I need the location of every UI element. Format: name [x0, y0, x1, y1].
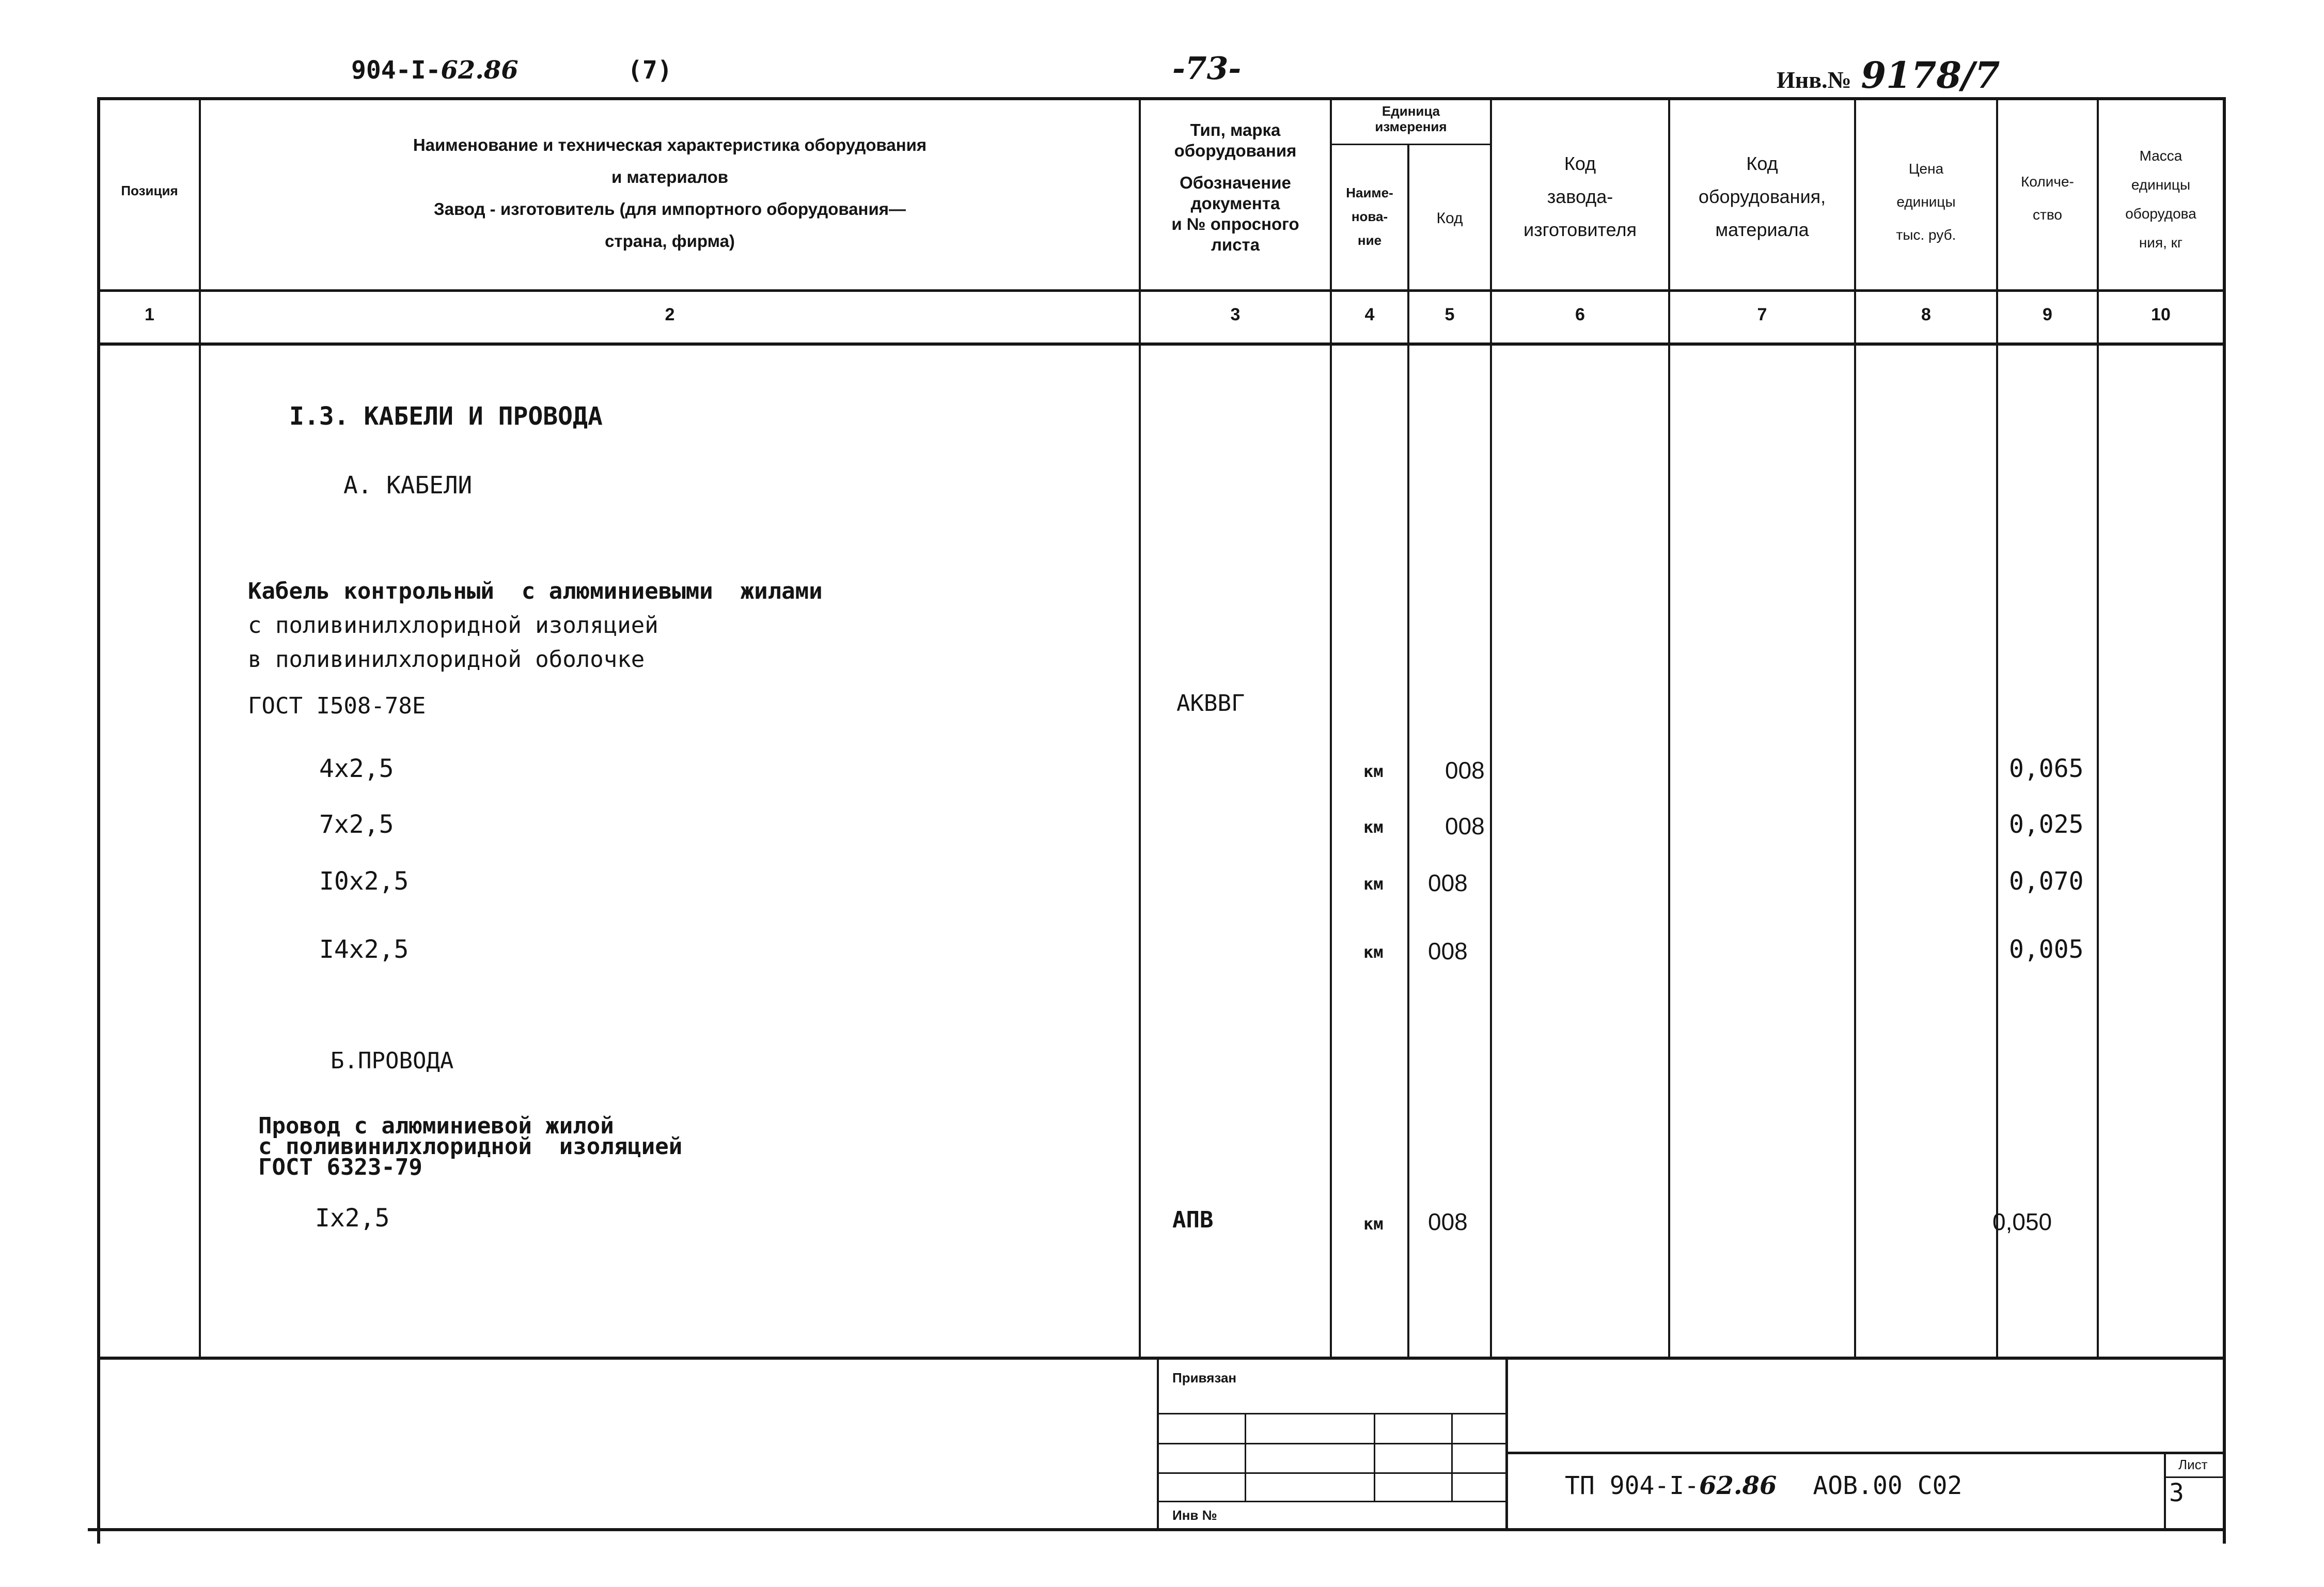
column-number-6: 6 — [1575, 305, 1585, 324]
col-sep-5 — [1490, 97, 1492, 1358]
footer-sheet-number: 3 — [2169, 1479, 2184, 1507]
footer-row-4 — [1159, 1501, 1505, 1502]
header-position: Позиция — [121, 183, 178, 198]
wire-code: 008 — [1428, 1208, 1468, 1235]
col-sep-7 — [1854, 97, 1856, 1358]
cable-size-2: 7х2,5 — [319, 810, 394, 839]
document-code-prefix: 904-I- — [351, 56, 441, 85]
header-name-line-4: страна, фирма) — [605, 231, 735, 251]
col-sep-6 — [1668, 97, 1670, 1358]
footer-tp-suffix: АОВ.00 С02 — [1813, 1471, 1962, 1500]
header-bottom-rule — [97, 289, 2226, 292]
header-type-line-3: Обозначение — [1180, 173, 1291, 192]
column-number-7: 7 — [1757, 305, 1767, 324]
cable-desc-line-1: Кабель контрольный с алюминиевыми жилами — [248, 578, 823, 604]
col-sep-4 — [1407, 144, 1409, 1358]
header-factory-code-line-2: завода- — [1547, 186, 1613, 207]
header-name-line-1: Наименование и техническая характеристика оборудования — [413, 135, 927, 154]
header-mass — [2099, 142, 2223, 257]
header-unit-name-line-2: нова- — [1351, 209, 1388, 224]
footer-inner-col-1 — [1245, 1413, 1246, 1501]
header-price — [1856, 152, 1996, 252]
header-name-line-2: и материалов — [611, 167, 729, 186]
footer-row-1 — [1159, 1413, 1505, 1414]
cable-size-1: 4х2,5 — [319, 754, 394, 783]
header-type-column — [1141, 120, 1330, 255]
header-type-line-4: документа — [1190, 194, 1280, 213]
footer-sheet-rule — [2164, 1476, 2226, 1478]
header-mass-line-3: оборудова — [2125, 206, 2196, 222]
inventory-label: Инв.№ — [1777, 67, 1851, 93]
header-type-line-1: Тип, марка — [1190, 120, 1281, 139]
footer-sheet-label: Лист — [2178, 1457, 2208, 1472]
header-name-line-3: Завод - изготовитель (для импортного оборудования— — [433, 199, 906, 219]
document-code — [351, 56, 519, 85]
cable-unit-2: км — [1363, 817, 1384, 837]
col-sep-8 — [1996, 97, 1998, 1358]
wire-desc-line-2: с поливинилхлоридной изоляцией — [258, 1133, 683, 1160]
header-type-line-6: листа — [1211, 235, 1260, 254]
cable-unit-1: км — [1363, 761, 1384, 781]
column-number-3: 3 — [1230, 305, 1240, 324]
document-code-handwritten: 62.86 — [441, 56, 519, 85]
inventory-number — [1777, 54, 2000, 97]
document-sheet-ref: (7) — [627, 56, 672, 85]
footer-binding-right — [1505, 1358, 1508, 1529]
subsection-cables: А. КАБЕЛИ — [343, 471, 473, 499]
cable-size-3: I0х2,5 — [319, 867, 409, 896]
footer-tp-handwritten: 62.86 — [1699, 1471, 1777, 1500]
footer-inner-col-3 — [1451, 1413, 1453, 1501]
column-number-10: 10 — [2151, 305, 2171, 324]
header-unit-line-1: Единица — [1381, 103, 1440, 119]
cable-code-2: 008 — [1445, 813, 1485, 839]
column-number-2: 2 — [665, 305, 675, 324]
wire-desc-line-3: ГОСТ 6323-79 — [258, 1154, 422, 1180]
wire-description — [258, 1113, 683, 1180]
column-number-5: 5 — [1444, 305, 1455, 324]
header-quantity — [1998, 165, 2097, 231]
wire-size: Iх2,5 — [315, 1204, 390, 1233]
header-unit-name-line-3: ние — [1357, 232, 1382, 248]
header-mass-line-1: Масса — [2139, 148, 2182, 164]
footer-tp-prefix: ТП 904-I- — [1565, 1471, 1700, 1500]
cable-code-3: 008 — [1428, 869, 1468, 896]
numbers-bottom-rule — [97, 343, 2226, 346]
header-price-line-3: тыс. руб. — [1896, 227, 1956, 243]
table-top-border — [97, 97, 2226, 100]
cable-qty-3: 0,070 — [2009, 867, 2084, 896]
cable-desc-line-4: ГОСТ I508-78Е — [248, 693, 426, 719]
cable-size-4: I4х2,5 — [319, 935, 409, 964]
inventory-value: 9178/7 — [1861, 54, 2000, 97]
header-unit-name-line-1: Наиме- — [1346, 185, 1393, 200]
unit-group-rule — [1330, 144, 1492, 145]
header-price-line-2: единицы — [1896, 194, 1956, 210]
column-number-8: 8 — [1921, 305, 1931, 324]
body-bottom-rule — [97, 1357, 2226, 1360]
cable-unit-3: км — [1363, 874, 1384, 894]
wire-unit: км — [1363, 1214, 1384, 1234]
table-right-border — [2223, 97, 2226, 1544]
footer-row-2 — [1159, 1443, 1505, 1444]
footer-stamp-top — [1508, 1452, 2226, 1454]
cable-description — [248, 574, 823, 723]
cable-code-4: 008 — [1428, 938, 1468, 964]
header-factory-code — [1492, 147, 1668, 246]
col-sep-9 — [2097, 97, 2099, 1358]
cable-unit-4: км — [1363, 942, 1384, 962]
header-factory-code-line-3: изготовителя — [1524, 219, 1637, 240]
header-price-line-1: Цена — [1908, 161, 1944, 177]
footer-privyazan: Привязан — [1172, 1370, 1237, 1386]
header-equipment-code-line-2: оборудования, — [1698, 186, 1826, 207]
wire-desc-line-1: Провод с алюминиевой жилой — [258, 1113, 614, 1139]
header-unit-line-2: измерения — [1375, 119, 1447, 134]
header-name-column — [201, 129, 1139, 257]
header-type-line-2: оборудования — [1174, 141, 1297, 160]
cable-qty-4: 0,005 — [2009, 935, 2084, 964]
cable-type-mark: АКВВГ — [1176, 690, 1245, 717]
header-unit-code: Код — [1436, 210, 1463, 227]
subsection-wires: Б.ПРОВОДА — [331, 1048, 454, 1074]
col-sep-1 — [199, 97, 201, 1358]
col-sep-2 — [1139, 97, 1141, 1358]
column-number-1: 1 — [145, 305, 154, 324]
cable-desc-line-2: с поливинилхлоридной изоляцией — [248, 612, 658, 639]
wire-type-mark: АПВ — [1172, 1207, 1214, 1233]
cable-qty-2: 0,025 — [2009, 810, 2084, 839]
cable-desc-line-3: в поливинилхлоридной оболочке — [248, 646, 645, 673]
cable-qty-1: 0,065 — [2009, 754, 2084, 783]
header-mass-line-4: ния, кг — [2139, 235, 2183, 251]
col-sep-3 — [1330, 97, 1332, 1358]
header-unit-group — [1332, 103, 1490, 134]
header-unit-name — [1332, 181, 1407, 252]
footer-inner-col-2 — [1374, 1413, 1375, 1501]
section-title: I.3. КАБЕЛИ И ПРОВОДА — [289, 402, 603, 431]
header-quantity-line-1: Количе- — [2021, 174, 2074, 190]
header-equipment-code-line-1: Код — [1746, 153, 1778, 174]
footer-sheet-sep — [2164, 1454, 2166, 1529]
header-type-line-5: и № опросного — [1171, 214, 1299, 234]
wire-qty: 0,050 — [1992, 1208, 2052, 1235]
cable-code-1: 008 — [1445, 757, 1485, 784]
page-number: -73- — [1172, 51, 1242, 87]
column-number-9: 9 — [2043, 305, 2052, 324]
header-quantity-line-2: ство — [2033, 207, 2062, 223]
header-factory-code-line-1: Код — [1564, 153, 1596, 174]
header-mass-line-2: единицы — [2131, 177, 2191, 193]
footer-document-code — [1565, 1471, 1962, 1500]
column-number-4: 4 — [1364, 305, 1375, 324]
header-equipment-code — [1670, 147, 1854, 246]
footer-row-3 — [1159, 1472, 1505, 1474]
footer-inventory-no: Инв № — [1172, 1507, 1217, 1523]
header-equipment-code-line-3: материала — [1715, 219, 1809, 240]
